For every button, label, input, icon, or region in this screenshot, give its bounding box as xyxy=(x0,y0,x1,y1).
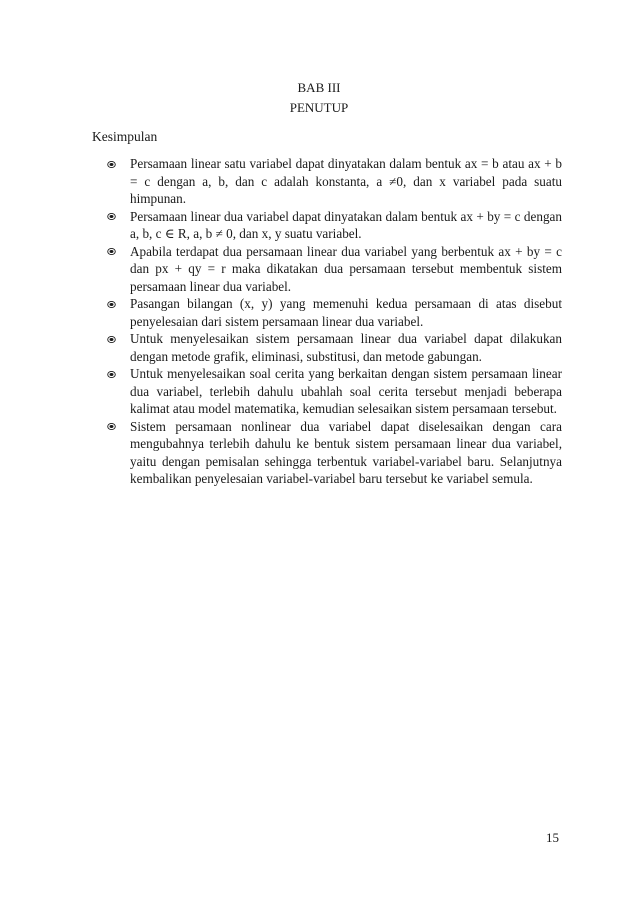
list-item-text: Sistem persamaan nonlinear dua variabel dapat diselesaikan dengan cara mengubahnya terlebih dahulu ke bentuk sistem persamaan linear dua variabel, yaitu dengan pemisalan sehingga terbentuk variabel-variabel baru. Selanjutnya kembalikan penyelesaian variabel-variabel baru tersebut ke variabel semula. xyxy=(130,418,562,486)
circle-bullet-icon xyxy=(107,422,116,431)
section-heading: Kesimpulan xyxy=(92,129,158,144)
conclusion-list xyxy=(92,155,562,488)
list-item xyxy=(92,155,562,208)
chapter-title: PENUTUP xyxy=(289,100,349,115)
list-item-text: Pasangan bilangan (x, y) yang memenuhi kedua persamaan di atas disebut penyelesaian dari sistem persamaan linear dua variabel. xyxy=(130,296,562,329)
list-item xyxy=(92,365,562,418)
circle-bullet-icon xyxy=(107,212,116,221)
circle-bullet-icon xyxy=(107,335,116,344)
list-item xyxy=(92,243,562,296)
list-item xyxy=(92,330,562,365)
chapter-number: BAB III xyxy=(297,80,341,95)
list-item-text: Untuk menyelesaikan sistem persamaan linear dua variabel dapat dilakukan dengan metode grafik, eliminasi, substitusi, dan metode gabungan. xyxy=(130,331,562,364)
list-item-text: Apabila terdapat dua persamaan linear dua variabel yang berbentuk ax + by = c dan px + qy = r maka dikatakan dua persamaan tersebut membentuk sistem persamaan linear dua variabel. xyxy=(130,243,562,294)
circle-bullet-icon xyxy=(107,247,116,256)
circle-bullet-icon xyxy=(107,300,116,309)
page-number: 15 xyxy=(546,830,559,845)
list-item xyxy=(92,208,562,243)
circle-bullet-icon xyxy=(107,370,116,379)
list-item-text: Untuk menyelesaikan soal cerita yang berkaitan dengan sistem persamaan linear dua variabel, terlebih dahulu ubahlah soal cerita tersebut menjadi beberapa kalimat atau model matematika, kemudian selesaikan sistem persamaan tersebut. xyxy=(130,366,562,416)
list-item-text: Persamaan linear dua variabel dapat dinyatakan dalam bentuk ax + by = c dengan a, b, c ∈ R, a, b ≠ 0, dan x, y suatu variabel. xyxy=(130,208,562,241)
circle-bullet-icon xyxy=(107,160,116,169)
list-item xyxy=(92,295,562,330)
list-item xyxy=(92,418,562,488)
list-item-text: Persamaan linear satu variabel dapat dinyatakan dalam bentuk ax = b atau ax + b = c dengan a, b, dan c adalah konstanta, a ≠0, dan x variabel pada suatu himpunan. xyxy=(130,156,562,206)
